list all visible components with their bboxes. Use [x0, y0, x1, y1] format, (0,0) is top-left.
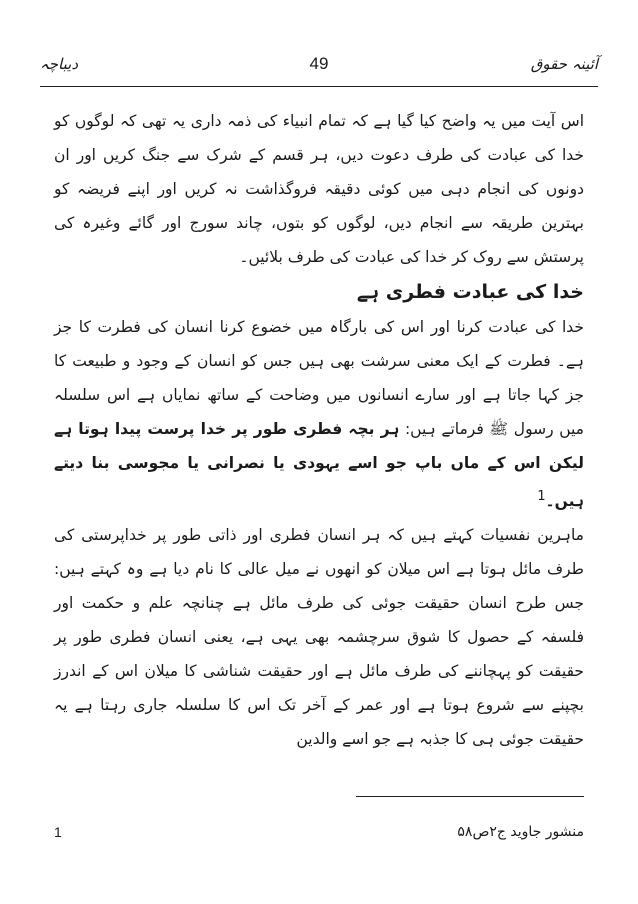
page-header [40, 50, 598, 78]
hadith-quote: ہر بچہ فطری طور پر خدا پرست پیدا ہوتا ہے لیکن اس کے ماں باپ جو اسے یہودی یا نصرانی یا مجوسی بنا دیتے ہیں۔ [54, 420, 584, 511]
page-body [54, 104, 584, 756]
footnote-marker: 1 [537, 489, 546, 504]
paragraph-verse-explanation: اس آیت میں یہ واضح کیا گیا ہے کہ تمام انبیاء کی ذمہ داری یہ تھی کہ لوگوں کو خدا کی عبادت کی طرف دعوت دیں، ہر قسم کے شرک سے جنگ کریں اور ان دونوں کی انجام دہی میں کوئی دقیقہ فروگذاشت نہ کریں اور اپنے فریضہ کو بہترین طریقہ سے انجام دیں، لوگوں کو بتوں، چاند سورج اور گائے وغیرہ کی پرستش سے روک کر خدا کی عبادت کی طرف بلائیں۔ [54, 112, 584, 266]
paragraph-psychology: ماہرین نفسیات کہتے ہیں کہ ہر انسان فطری اور ذاتی طور پر خداپرستی کی طرف مائل ہوتا ہے اس میلان کو انھوں نے میل عالی کا نام دیا ہے وہ کہتے ہیں: جس طرح انسان حقیقت جوئی کی طرف مائل ہے چنانچہ علم و حکمت اور فلسفہ کے حصول کا شوق سرچشمہ بھی یہی ہے، یعنی انسان فطری طور پر حقیقت کو پہچاننے کی طرف مائل ہے اور حقیقت شناشی کا میلان اس کے اندرز بچپنے سے شروع ہوتا ہے اور عمر کے آخر تک اس کا سلسلہ جاری رہتا ہے یہ حقیقت جوئی ہی کا جذبہ ہے جو اسے والدین [54, 526, 584, 749]
header-divider [40, 86, 598, 87]
paragraph-fitrat [54, 310, 584, 518]
paragraph-fitrat-text: خدا کی عبادت کرنا اور اس کی بارگاہ میں خضوع کرنا انسان کی فطرت کا جز ہے۔ فطرت کے ایک معنی سرشت بھی ہیں جس کو انسان کے وجود و طبیعت کا جز کہا جاتا ہے اور سارے انسانوں میں وضاحت کے ساتھ نمایاں ہے اس سلسلہ میں رسول ﷺ فرماتے ہیں: [54, 318, 584, 438]
footnote-divider [356, 796, 584, 797]
footnote-text: منشور جاوید ج۲ص۵۸ [457, 824, 584, 840]
footnote [54, 818, 584, 846]
footnote-number: 1 [54, 824, 62, 840]
section-title: دیباچہ [40, 55, 79, 73]
page-number: 49 [309, 54, 329, 73]
book-title: آئینہ حقوق [530, 55, 598, 73]
section-heading: خدا کی عبادت فطری ہے [356, 281, 584, 303]
